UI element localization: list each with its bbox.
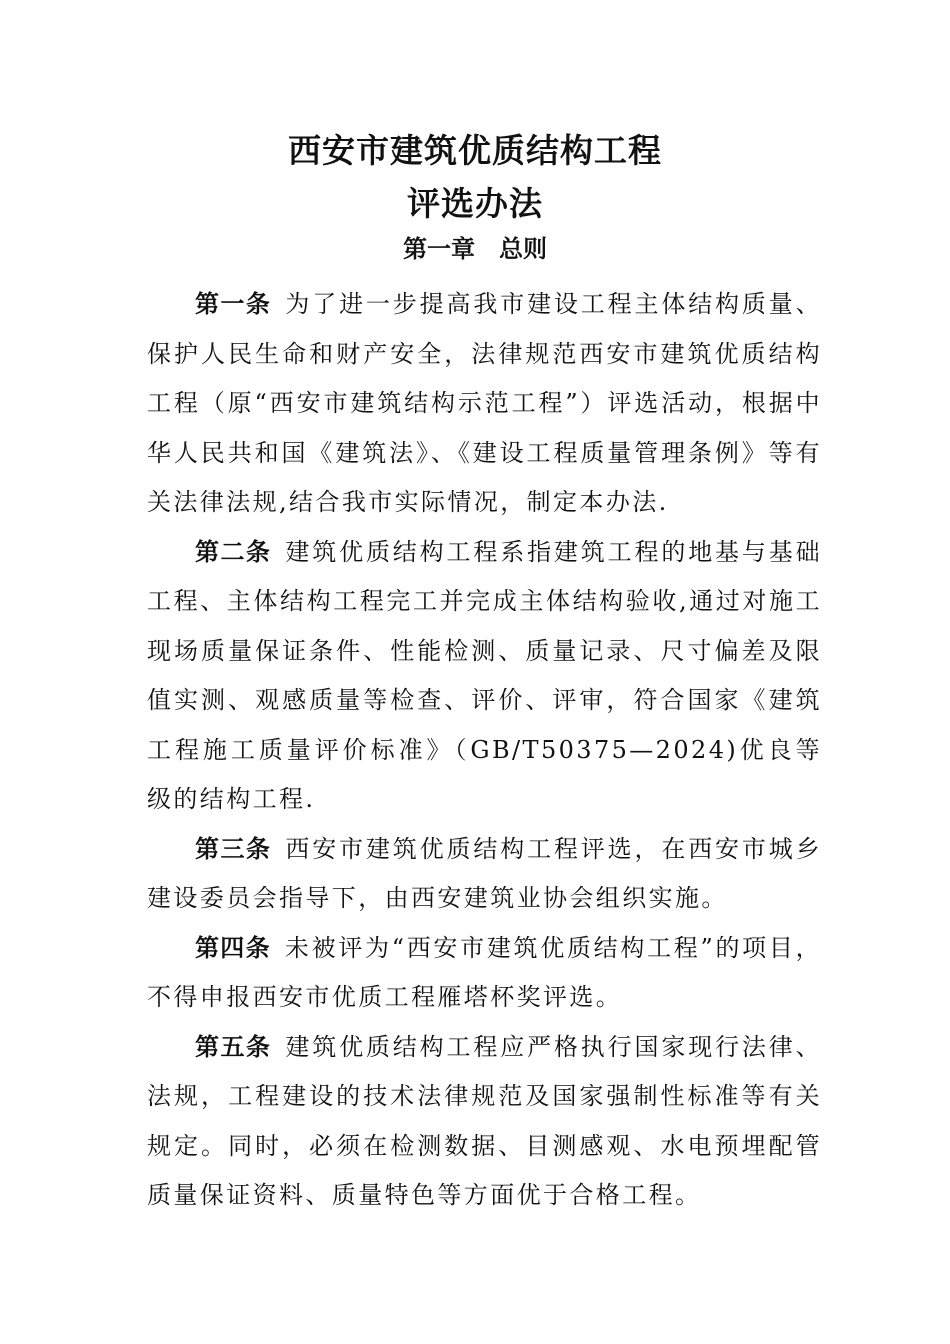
- article-5: [147, 1023, 822, 1221]
- article-label: 第二条: [195, 537, 272, 566]
- article-text: 西安市建筑优质结构工程评选，在西安市城乡建设委员会指导下，由西安建筑业协会组织实施。: [147, 834, 823, 912]
- document-title-line1: 西安市建筑优质结构工程: [288, 131, 662, 170]
- article-label: 第四条: [195, 933, 271, 962]
- article-3: [147, 825, 822, 924]
- article-2: [147, 528, 822, 825]
- article-text: 未被评为“西安市建筑优质结构工程”的项目，不得申报西安市优质工程雁塔杯奖评选。: [147, 933, 823, 1011]
- article-1: [147, 280, 822, 528]
- document-body: [147, 280, 822, 1221]
- article-text: 为了进一步提高我市建设工程主体结构质量、保护人民生命和财产安全，法律规范西安市建筑优质结构工程（原“西安市建筑结构示范工程”）评选活动，根据中华人民共和国《建筑法》、《建设工程质量管理条例》等有关法律法规,结合我市实际情况，制定本办法.: [147, 290, 823, 516]
- article-text: 建筑优质结构工程系指建筑工程的地基与基础工程、主体结构工程完工并完成主体结构验收,通过对施工现场质量保证条件、性能检测、质量记录、尺寸偏差及限值实测、观感质量等检查、评价、评审，符合国家《建筑工程施工质量评价标准》（GB/T50375—2024)优良等级的结构工程.: [147, 537, 823, 813]
- chapter-heading: 第一章 总则: [403, 235, 547, 263]
- article-label: 第五条: [195, 1032, 272, 1061]
- document-title-line2: 评选办法: [407, 184, 543, 223]
- article-label: 第一条: [195, 290, 272, 318]
- article-4: [147, 924, 822, 1023]
- article-text: 建筑优质结构工程应严格执行国家现行法律、法规，工程建设的技术法律规范及国家强制性标准等有关规定。同时，必须在检测数据、目测感观、水电预埋配管质量保证资料、质量特色等方面优于合格工程。: [147, 1032, 823, 1209]
- article-label: 第三条: [195, 834, 272, 863]
